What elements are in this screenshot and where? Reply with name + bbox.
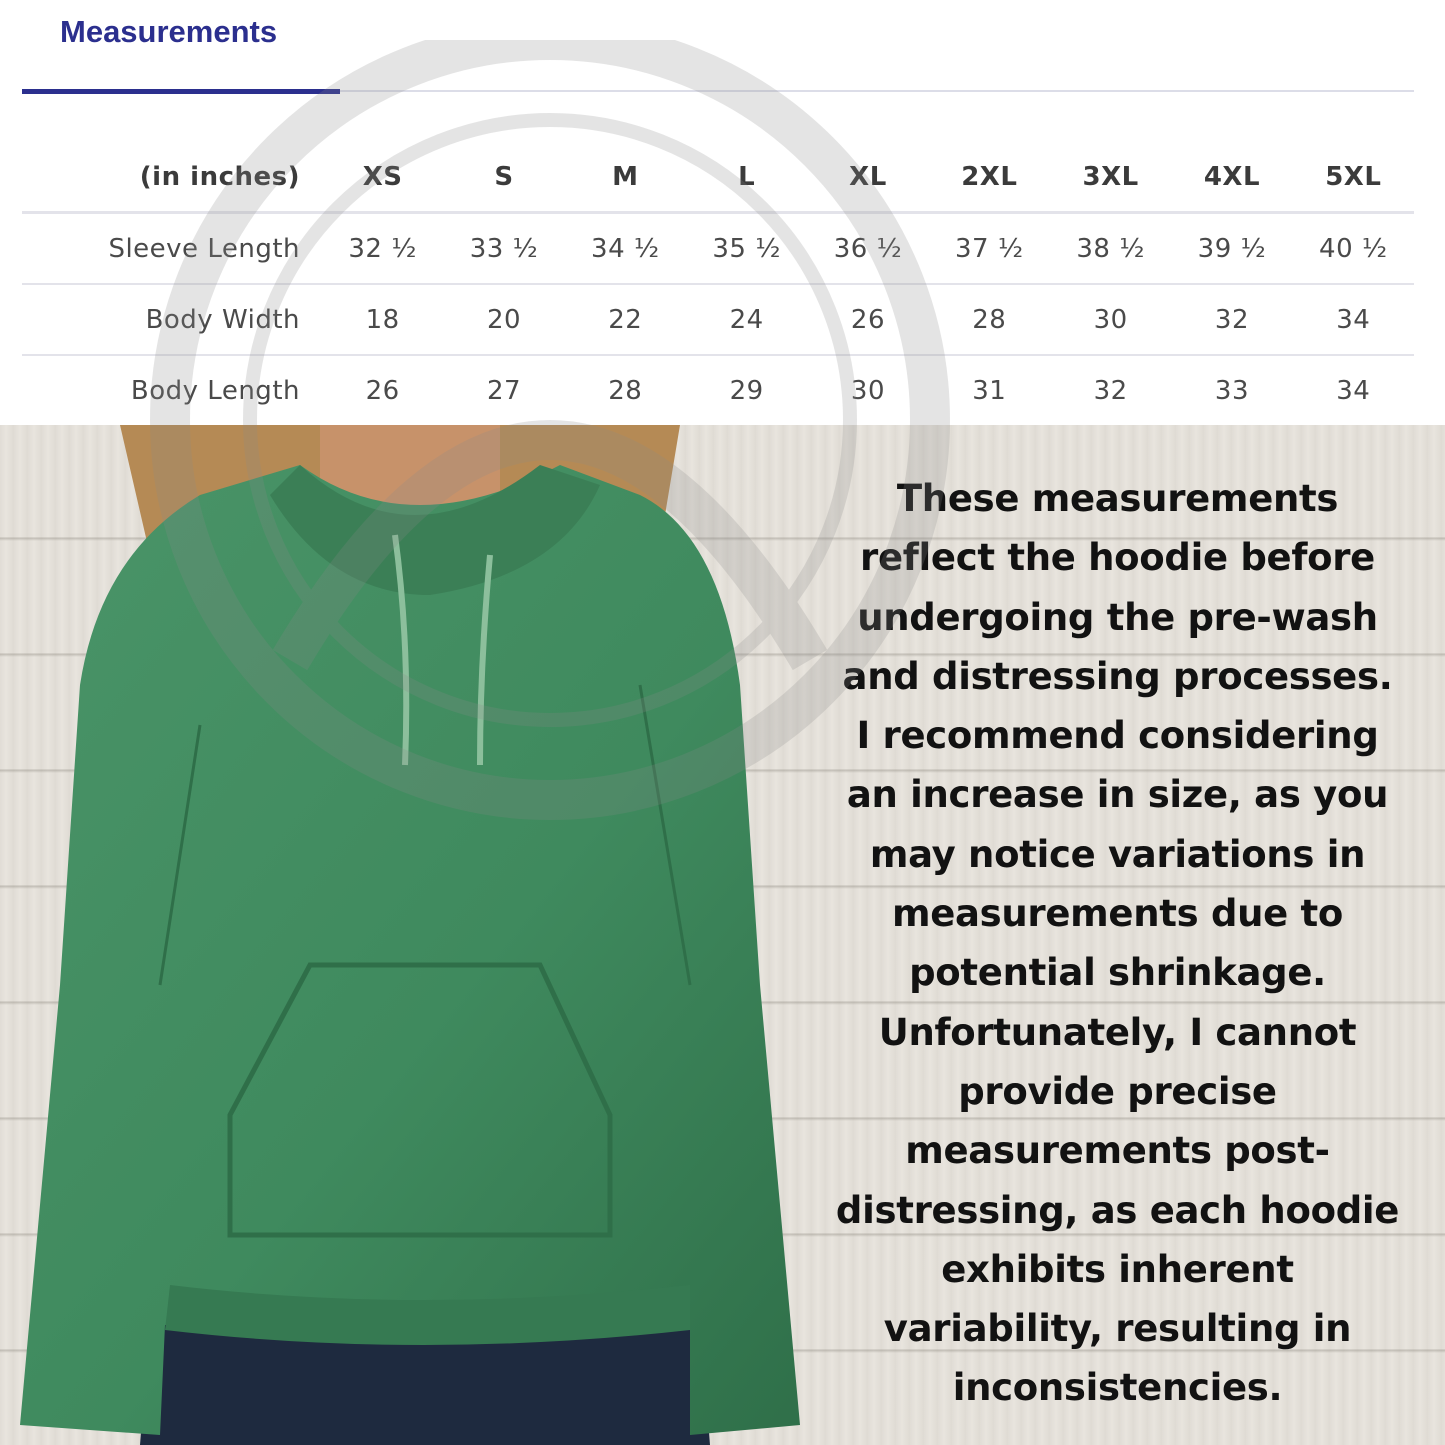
row-label: Body Width xyxy=(22,284,322,355)
table-cell: 32 xyxy=(1171,284,1292,355)
size-header: S xyxy=(443,142,564,213)
table-cell: 28 xyxy=(929,284,1050,355)
table-cell: 22 xyxy=(565,284,686,355)
table-cell: 33 ½ xyxy=(443,213,564,285)
size-header: 3XL xyxy=(1050,142,1171,213)
shrinkage-notice: These measurements reflect the hoodie before undergoing the pre-wash and distressing processes. I recommend considering an increase in size, as you may notice variations in measurements due to potential shrinkage. Unfortunately, I cannot provide precise measurements post-distressing, as each hoodie exhibits inherent variability, resulting in inconsistencies. xyxy=(835,477,1400,1410)
table-cell: 32 xyxy=(1050,355,1171,426)
unit-label: (in inches) xyxy=(22,142,322,213)
table-cell: 38 ½ xyxy=(1050,213,1171,285)
table-cell: 37 ½ xyxy=(929,213,1050,285)
table-cell: 26 xyxy=(322,355,443,426)
table-cell: 40 ½ xyxy=(1293,213,1414,285)
size-header: XL xyxy=(807,142,928,213)
hoodie-model-icon xyxy=(0,425,840,1445)
product-photo-panel xyxy=(0,425,1445,1445)
table-cell: 29 xyxy=(686,355,807,426)
size-header: 2XL xyxy=(929,142,1050,213)
size-header: XS xyxy=(322,142,443,213)
table-cell: 34 ½ xyxy=(565,213,686,285)
measurements-tab-title[interactable]: Measurements xyxy=(60,14,278,49)
table-cell: 33 xyxy=(1171,355,1292,426)
table-cell: 30 xyxy=(807,355,928,426)
table-cell: 28 xyxy=(565,355,686,426)
row-label: Sleeve Length xyxy=(22,213,322,285)
size-table xyxy=(22,142,1414,427)
table-cell: 18 xyxy=(322,284,443,355)
table-cell: 32 ½ xyxy=(322,213,443,285)
size-header: L xyxy=(686,142,807,213)
table-cell: 36 ½ xyxy=(807,213,928,285)
table-cell: 27 xyxy=(443,355,564,426)
table-cell: 35 ½ xyxy=(686,213,807,285)
table-cell: 31 xyxy=(929,355,1050,426)
size-header-row xyxy=(22,142,1414,213)
table-cell: 30 xyxy=(1050,284,1171,355)
table-cell: 20 xyxy=(443,284,564,355)
table-cell: 34 xyxy=(1293,284,1414,355)
table-cell: 24 xyxy=(686,284,807,355)
table-row-body-width xyxy=(22,284,1414,355)
size-header: 4XL xyxy=(1171,142,1292,213)
size-header: 5XL xyxy=(1293,142,1414,213)
size-chart-panel xyxy=(0,0,1445,425)
active-tab-underline xyxy=(22,89,340,94)
table-cell: 39 ½ xyxy=(1171,213,1292,285)
table-row-body-length xyxy=(22,355,1414,426)
table-row-sleeve-length xyxy=(22,213,1414,285)
row-label: Body Length xyxy=(22,355,322,426)
size-header: M xyxy=(565,142,686,213)
table-cell: 26 xyxy=(807,284,928,355)
table-cell: 34 xyxy=(1293,355,1414,426)
